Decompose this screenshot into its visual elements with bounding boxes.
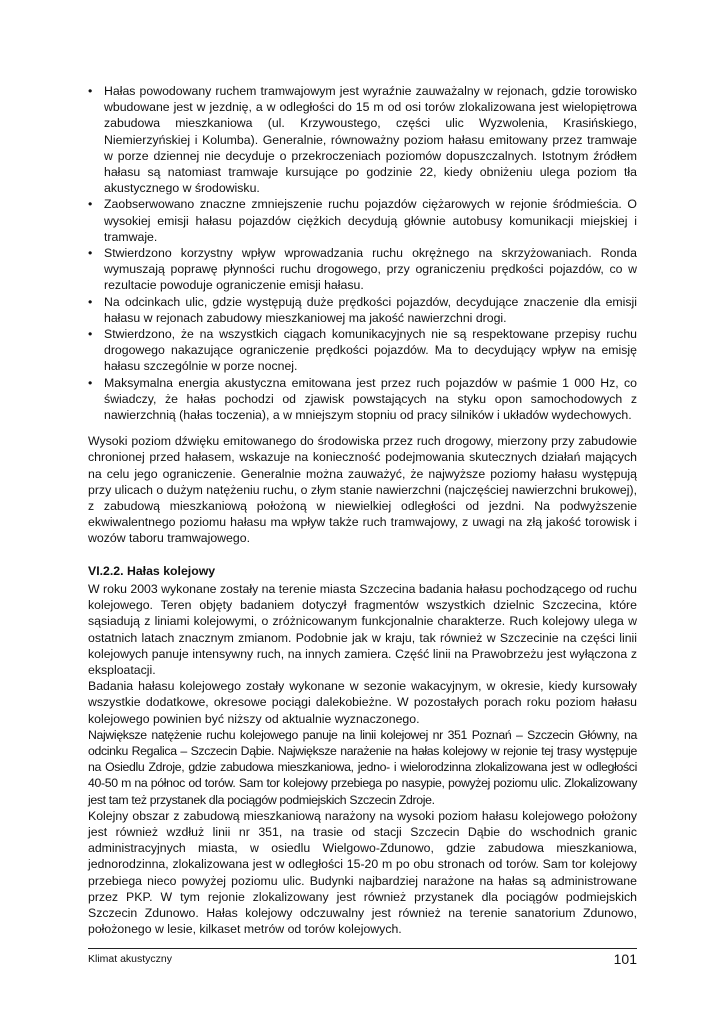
- findings-list: [88, 83, 637, 423]
- page-number: 101: [613, 951, 637, 967]
- bullet-icon: •: [88, 327, 93, 342]
- list-item-text: Hałas powodowany ruchem tramwajowym jest wyraźnie zauważalny w rejonach, gdzie torowisko wbudowane jest w jezdnię, a w odległości do 15 m od osi torów zlokalizowana jest wielopiętrowa zabudowa mieszkaniowa (ul. Krzywoustego, części ulic Wyzwolenia, Krasińskiego, Niemierzyńskiej i Kolumba). Generalnie, równoważny poziom hałasu emitowany przez tramwaje w porze dziennej nie decyduje o przekroczeniach poziomów dopuszczalnych. Istotnym źródłem hałasu są natomiast tramwaje kursujące po godzinie 22, kiedy obniżeniu ulega poziom tła akustycznego w środowisku.: [104, 84, 637, 196]
- list-item: [88, 245, 637, 294]
- list-item: [88, 294, 637, 326]
- section-heading: VI.2.2. Hałas kolejowy: [88, 563, 216, 578]
- list-item-text: Zaobserwowano znaczne zmniejszenie ruchu pojazdów ciężarowych w rejonie śródmieścia. O wysokiej emisji hałasu pojazdów ciężkich decydują głównie autobusy komunikacji miejskiej i tramwaje.: [104, 197, 637, 244]
- bullet-icon: •: [88, 84, 93, 98]
- list-item-text: Na odcinkach ulic, gdzie występują duże prędkości pojazdów, decydujące znaczenie dla emisji hałasu w rejonach zabudowy mieszkaniowej ma jakość nawierzchni drogi.: [104, 294, 637, 325]
- section-paragraph: Największe natężenie ruchu kolejowego panuje na linii kolejowej nr 351 Poznań – Szczecin Główny, na odcinku Regalica – Szczecin Dąbie. Największe narażenie na hałas kolejowy w rejonie tej trasy występuje na Osiedlu Zdroje, gdzie zabudowa mieszkaniowa, jedno- i wielorodzinna zlokalizowana jest w odległości 40-50 m na północ od torów. Sam tor kolejowy przebiega po nasypie, powyżej poziomu ulic. Zlokalizowany jest tam też przystanek dla pociągów podmiejskich Szczecin Zdroje.: [88, 727, 637, 807]
- list-item-text: Stwierdzono korzystny wpływ wprowadzania ruchu okrężnego na skrzyżowaniach. Ronda wymuszają poprawę płynności ruchu drogowego, przy ograniczeniu prędkości pojazdów, co w rezultacie powoduje ograniczenie emisji hałasu.: [104, 246, 637, 293]
- bullet-icon: •: [88, 375, 93, 390]
- bullet-icon: •: [88, 294, 93, 309]
- list-item: [88, 326, 637, 375]
- summary-paragraph: Wysoki poziom dźwięku emitowanego do środowiska przez ruch drogowy, mierzony przy zabudowie chronionej przed hałasem, wskazuje na konieczność podejmowania skutecznych działań mających na celu jego ograniczenie. Generalnie można zauważyć, że najwyższe poziomy hałasu występują przy ulicach o dużym natężeniu ruchu, o złym stanie nawierzchni (najczęściej nawierzchni brukowej), z zabudową mieszkaniową położoną w niewielkiej odległości od jezdni. Na podwyższenie ekwiwalentnego poziomu hałasu ma wpływ także ruch tramwajowy, z uwagi na złą jakość torowisk i wozów taboru tramwajowego.: [88, 434, 637, 546]
- list-item: [88, 196, 637, 245]
- footer-divider: [88, 948, 637, 949]
- page-content: [88, 83, 637, 937]
- list-item-text: Maksymalna energia akustyczna emitowana jest przez ruch pojazdów w paśmie 1 000 Hz, co świadczy, że hałas pochodzi od zjawisk powstających na styku opon samochodowych z nawierzchnią (hałas toczenia), a w mniejszym stopniu od pracy silników i układów wydechowych.: [104, 375, 637, 423]
- section-paragraph: Kolejny obszar z zabudową mieszkaniową narażony na wysoki poziom hałasu kolejowego położony jest również wzdłuż linii nr 351, na trasie od stacji Szczecin Dąbie do wschodnich granic administracyjnych miasta, w osiedlu Wielgowo-Zdunowo, gdzie zabudowa mieszkaniowa, jednorodzinna, zlokalizowana jest w odległości 15-20 m po obu stronach od torów. Sam tor kolejowy przebiega nieco powyżej poziomu ulic. Budynki najbardziej narażone na hałas są administrowane przez PKP. W tym rejonie zlokalizowany jest również przystanek dla pociągów podmiejskich Szczecin Zdunowo. Hałas kolejowy odczuwalny jest również na terenie sanatorium Zdunowo, położonego w lesie, kilkaset metrów od torów kolejowych.: [88, 808, 637, 937]
- footer-title: Klimat akustyczny: [88, 953, 173, 965]
- bullet-icon: •: [88, 246, 93, 261]
- list-item-text: Stwierdzono, że na wszystkich ciągach komunikacyjnych nie są respektowane przepisy ruchu drogowego nakazujące ograniczenie prędkości pojazdów. Ma to decydujący wpływ na emisję hałasu szczególnie w porze nocnej.: [104, 327, 637, 374]
- bullet-icon: •: [88, 197, 93, 212]
- section-paragraph: Badania hałasu kolejowego zostały wykonane w sezonie wakacyjnym, w okresie, kiedy kursowały wszystkie dodatkowe, okresowe pociągi dalekobieżne. W pozostałych porach roku poziom hałasu kolejowego powinien być niższy od aktualnie wyznaczonego.: [88, 679, 637, 726]
- list-item: [88, 83, 637, 196]
- section-paragraph: W roku 2003 wykonane zostały na terenie miasta Szczecina badania hałasu pochodzącego od ruchu kolejowego. Teren objęty badaniem dotyczył fragmentów wszystkich dzielnic Szczecina, które sąsiadują z liniami kolejowymi, o zróżnicowanym funkcjonalnie charakterze. Ruch kolejowy ulega w ostatnich latach znacznym zmianom. Podobnie jak w kraju, tak również w Szczecinie na części linii kolejowych panuje intensywny ruch, na innych zamiera. Część linii na Prawobrzeżu jest wyłączona z eksploatacji.: [88, 581, 637, 677]
- list-item: [88, 375, 637, 424]
